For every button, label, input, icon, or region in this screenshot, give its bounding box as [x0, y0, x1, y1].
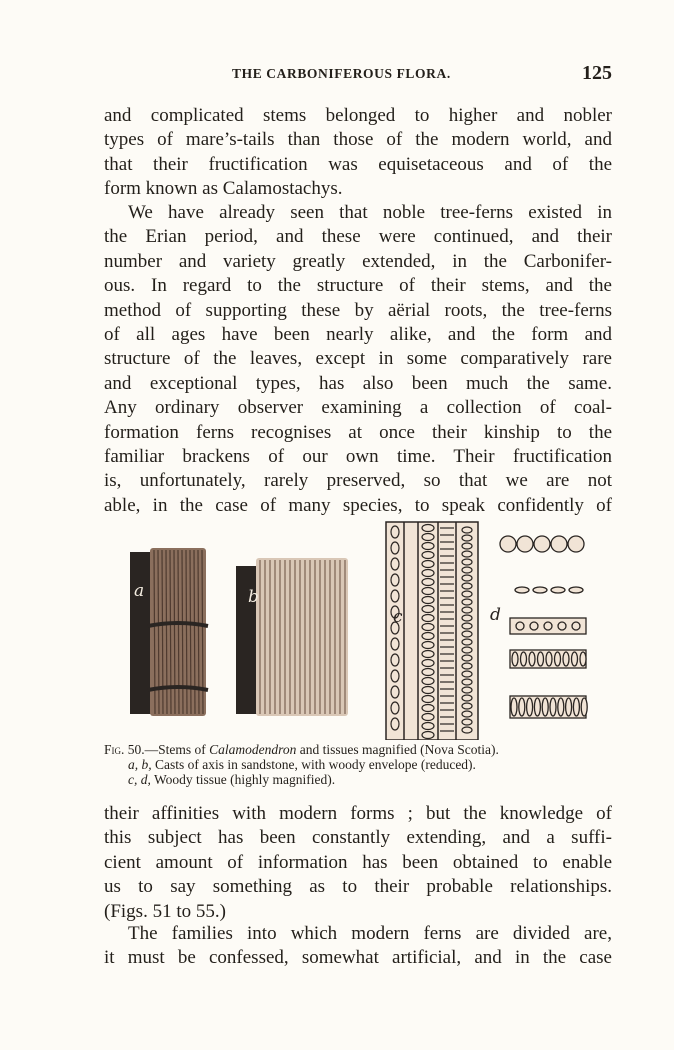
- text-line: structure of the leaves, except in some comparatively rare: [104, 348, 612, 370]
- text-line: us to say something as to their probable relationships.: [104, 876, 612, 898]
- specimen-c: [386, 522, 478, 740]
- label-d: d: [490, 605, 501, 625]
- figure-caption: [104, 742, 612, 787]
- specimen-b: [236, 558, 348, 716]
- caption-text: Casts of axis in sandstone, with woody envelope (reduced).: [151, 757, 476, 772]
- paragraph-3: [104, 802, 612, 924]
- caption-text: and tissues magnified (Nova Scotia).: [296, 742, 499, 757]
- caption-taxon: Calamodendron: [209, 742, 297, 757]
- caption-line-1: [104, 742, 612, 757]
- specimen-d: [490, 536, 587, 718]
- text-line: able, in the case of many species, to speak confidently of: [104, 494, 612, 516]
- paragraph-4: [104, 922, 612, 971]
- caption-key: c, d,: [128, 772, 151, 787]
- text-line: Any ordinary observer examining a collection of coal-: [104, 397, 612, 419]
- caption-text: —Stems of: [144, 742, 210, 757]
- text-line: is, unfortunately, rarely preserved, so that we are not: [104, 470, 612, 492]
- caption-text: Woody tissue (highly magnified).: [150, 772, 336, 787]
- running-head: THE CARBONIFEROUS FLORA.: [232, 66, 451, 81]
- text-line: of all ages have been nearly alike, and the form and: [104, 323, 612, 345]
- text-line: types of mare’s-tails than those of the modern world, and: [104, 129, 612, 151]
- paragraph-2: [104, 201, 612, 518]
- text-line: the Erian period, and these were continued, and their: [104, 226, 612, 248]
- label-b: b: [248, 587, 259, 607]
- page-header: [104, 62, 612, 90]
- caption-line-3: [104, 772, 612, 787]
- paragraph-1: [104, 104, 612, 202]
- caption-line-2: [104, 757, 612, 772]
- caption-fig-label: Fig. 50.: [104, 742, 145, 757]
- text-line: and complicated stems belonged to higher and nobler: [104, 105, 612, 126]
- text-line: formation ferns recognises at once their kinship to the: [104, 421, 612, 443]
- text-line: The families into which modern ferns are divided are,: [128, 923, 612, 944]
- label-a: a: [134, 581, 145, 601]
- text-line: cient amount of information has been obtained to enable: [104, 851, 612, 873]
- text-line: (Figs. 51 to 55.): [104, 900, 226, 922]
- text-line: this subject has been constantly extending, and a suffi-: [104, 827, 612, 849]
- page-number: 125: [582, 62, 612, 84]
- text-line: form known as Calamostachys.: [104, 178, 343, 200]
- figure-illustration: [104, 518, 612, 740]
- specimen-a: [130, 548, 208, 716]
- text-line: it must be confessed, somewhat artificial, and in the case: [104, 947, 612, 969]
- label-c: c: [393, 607, 403, 627]
- text-line: familiar brackens of our own time. Their fructification: [104, 445, 612, 467]
- text-line: and exceptional types, has also been much the same.: [104, 372, 612, 394]
- text-line: that their fructification was equisetaceous and of the: [104, 153, 612, 175]
- text-line: number and variety greatly extended, in the Carbonifer-: [104, 250, 612, 272]
- text-line: their affinities with modern forms ; but the knowledge of: [104, 803, 612, 824]
- text-line: ous. In regard to the structure of their stems, and the: [104, 275, 612, 297]
- text-line: method of supporting these by aërial roots, the tree-ferns: [104, 299, 612, 321]
- text-line: We have already seen that noble tree-ferns existed in: [128, 202, 612, 223]
- caption-key: a, b,: [128, 757, 152, 772]
